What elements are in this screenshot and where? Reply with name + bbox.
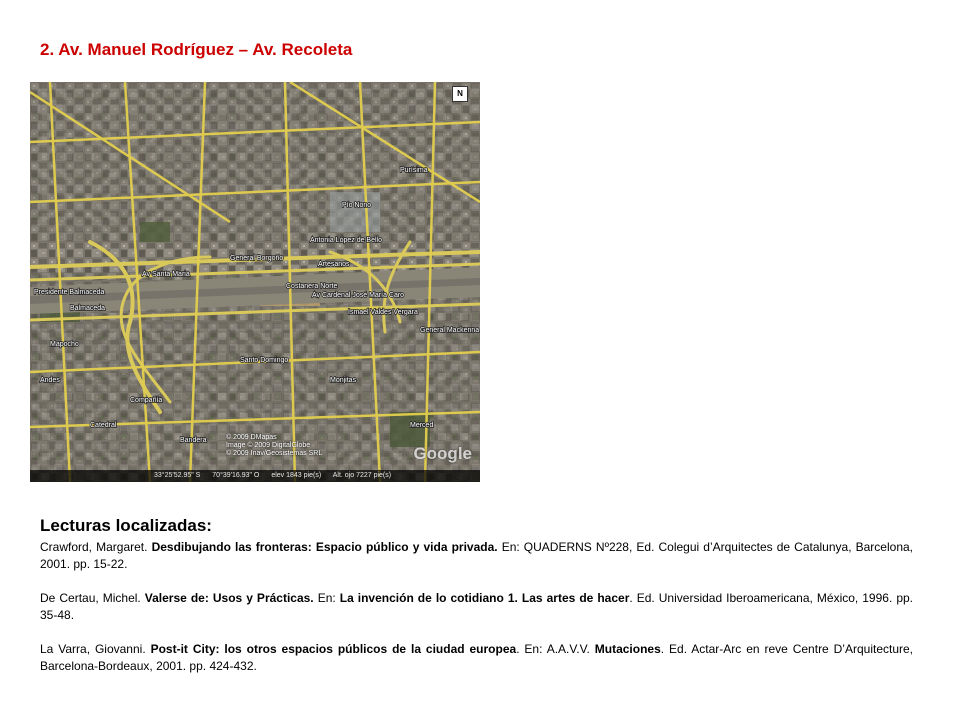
reference-item [40,641,913,675]
compass-north-icon[interactable]: N [452,86,468,102]
reference-author: De Certau, Michel. [40,591,141,605]
street-label: Monjitas [330,377,357,384]
street-label: Compañía [130,397,163,404]
reference-title: Valerse de: Usos y Prácticas. [144,591,314,605]
map-status-bar [30,470,480,482]
reference-en: . En: A.A.V.V. [516,642,590,656]
elevation-readout: elev 1843 pie(s) [271,472,322,479]
street-label: Av Cardenal José María Caro [312,292,405,299]
map-copyright [226,434,366,458]
eye-altitude-readout: Alt. ojo 7227 pie(s) [332,472,392,479]
street-label: Purísima [400,167,428,174]
street-label: Catedral [90,422,117,429]
street-label: Merced [410,422,434,429]
reference-item [40,539,913,573]
street-label: Av Santa Maria [142,271,190,278]
reference-en: En: [317,591,336,605]
reference-source: . Ed. Universidad Iberoamericana, México, 1996. pp. 35-48. [40,591,913,622]
copyright-line: © 2009 DMapas [226,434,277,441]
reference-author: Crawford, Margaret. [40,540,148,554]
street-label: Artesanos [318,261,350,268]
street-label: Antonia López de Bello [310,237,382,244]
copyright-line: Image © 2009 DigitalGlobe [226,442,311,449]
street-label: General Mackenna [420,327,480,334]
street-label: Ismael Valdes Vergara [348,309,418,316]
copyright-line: © 2009 Inav/Geosistemas SRL [226,450,323,457]
reference-book: La invención de lo cotidiano 1. Las artes de hacer [339,591,630,605]
reference-title: Post-it City: los otros espacios públicos de la ciudad europea [150,642,517,656]
street-label: Andes [40,377,60,384]
satellite-map-image [30,82,480,482]
reference-title: Desdibujando las fronteras: Espacio público y vida privada. [151,540,498,554]
reference-book: Mutaciones [594,642,661,656]
reference-source: En: QUADERNS Nº228, Ed. Colegui d’Arquitectes de Catalunya, Barcelona, 2001. pp. 15-22. [40,540,913,571]
reference-item [40,590,913,624]
street-label: Santo Domingo [240,357,289,364]
latitude-readout: 33°25'52.95" S [154,472,201,479]
references-list [40,539,913,692]
street-label: Mapocho [50,341,79,348]
street-label: General Borgoño [230,255,284,262]
reference-source: . Ed. Actar-Arc en reve Centre D’Arquitecture, Barcelona-Bordeaux, 2001. pp. 424-432. [40,642,914,673]
reference-author: La Varra, Giovanni. [40,642,146,656]
street-label: Costanera Norte [286,283,338,290]
longitude-readout: 70°39'16.93" O [212,472,260,479]
lecturas-heading: Lecturas localizadas: [40,516,212,535]
slide-title: 2. Av. Manuel Rodríguez – Av. Recoleta [40,40,353,59]
google-logo: Google [413,444,472,463]
street-label: Bandera [180,437,207,444]
street-label: Balmaceda [70,305,106,312]
satellite-map[interactable] [30,82,480,482]
street-label: Pío Nono [342,202,372,209]
street-label: Presidente Balmaceda [34,289,105,296]
